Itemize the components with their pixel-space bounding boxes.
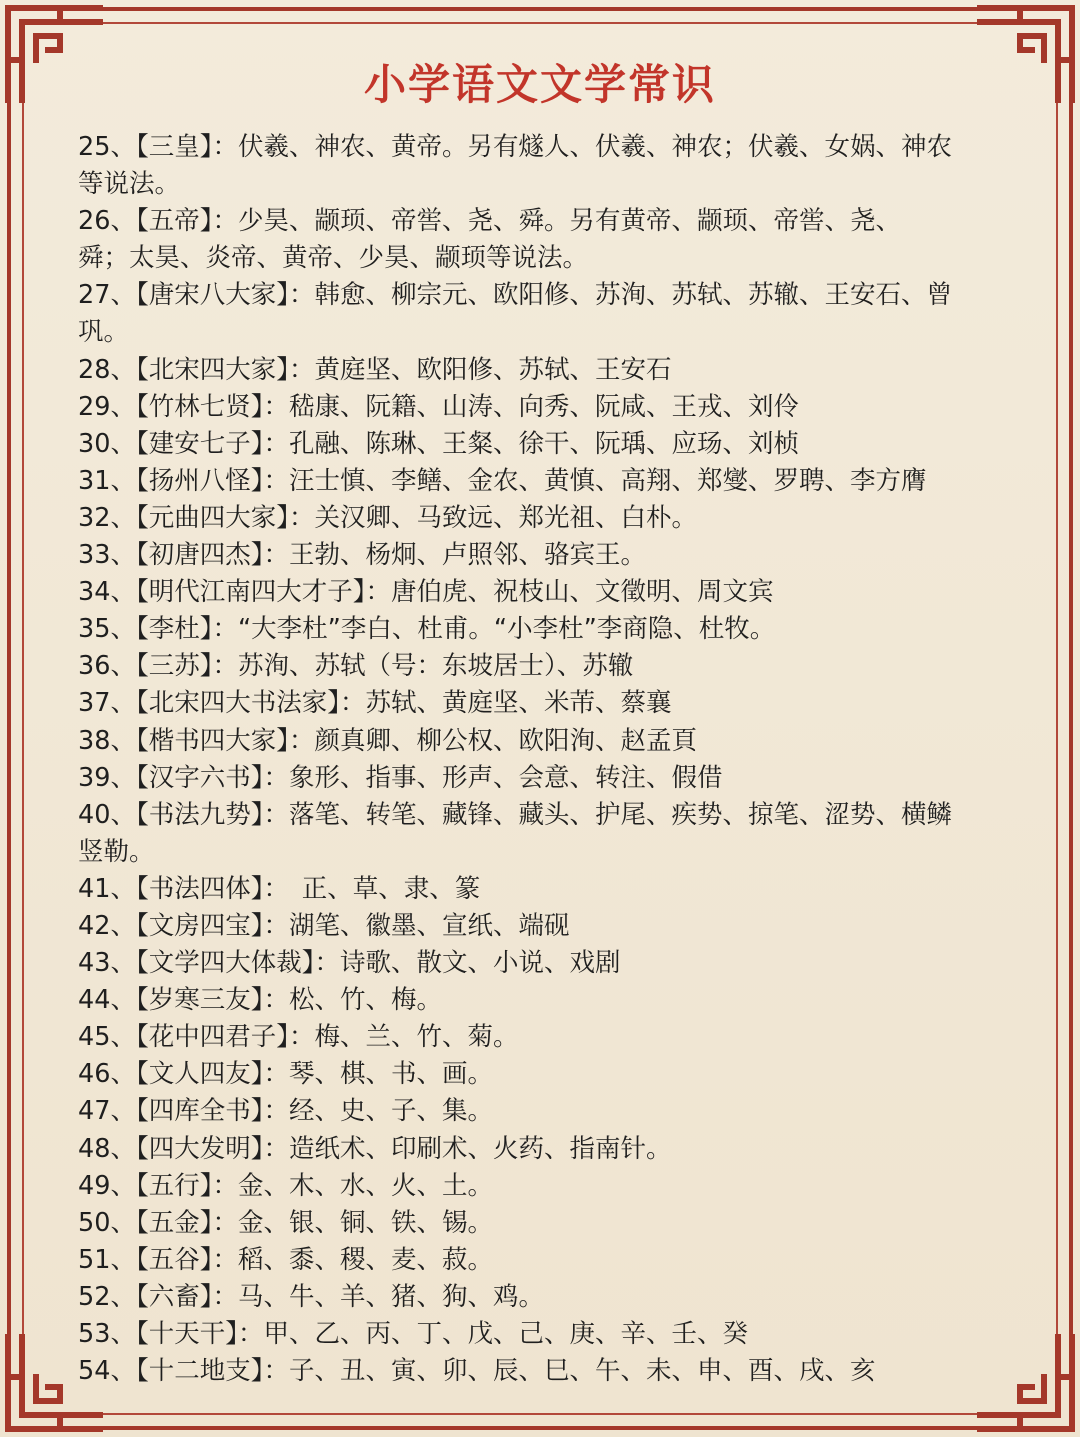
- list-item: [78, 685, 1018, 722]
- item-text: 【五帝】：少昊、颛顼、帝喾、尧、舜。另有黄帝、颛顼、帝喾、尧、: [135, 206, 901, 237]
- item-text: 【五谷】：稻、黍、稷、麦、菽。: [135, 1244, 493, 1275]
- item-number: 42、: [78, 910, 136, 941]
- list-item: [78, 1205, 1018, 1242]
- list-item: [78, 723, 1018, 760]
- list-item: [78, 982, 1018, 1019]
- item-number: 49、: [78, 1170, 136, 1201]
- item-number: 35、: [78, 614, 136, 645]
- list-item: [78, 611, 1018, 648]
- item-number: 53、: [78, 1319, 136, 1349]
- item-text: 【建安七子】：孔融、陈琳、王粲、徐干、阮瑀、应玚、刘桢: [135, 428, 799, 459]
- item-number: 37、: [78, 688, 136, 719]
- item-number: 26、: [78, 206, 136, 237]
- item-number: 34、: [78, 577, 136, 608]
- item-number: 45、: [78, 1022, 136, 1053]
- list-item: [78, 500, 1018, 537]
- item-text: 【扬州八怪】：汪士慎、李鳝、金农、黄慎、高翔、郑燮、罗聘、李方膺: [135, 465, 927, 496]
- knowledge-list: [78, 129, 1018, 1390]
- list-item: [78, 1353, 1018, 1390]
- list-item: [78, 1242, 1018, 1279]
- list-item: [78, 277, 1018, 351]
- item-text: 【五金】：金、银、铜、铁、锡。: [135, 1207, 493, 1238]
- list-item: [78, 760, 1018, 797]
- list-item: [78, 1131, 1018, 1168]
- page-title: 小学语文文学常识: [363, 60, 716, 109]
- item-number: 33、: [78, 540, 136, 571]
- item-text: 【六畜】：马、牛、羊、猪、狗、鸡。: [135, 1281, 544, 1312]
- item-number: 54、: [78, 1356, 136, 1387]
- list-item: [78, 1019, 1018, 1056]
- item-number: 52、: [78, 1281, 136, 1312]
- item-text-continued: 舜；太昊、炎帝、黄帝、少昊、颛顼等说法。: [78, 243, 589, 274]
- item-text: 【文学四大体裁】：诗歌、散文、小说、戏剧: [135, 948, 621, 979]
- item-number: 44、: [78, 985, 136, 1016]
- item-number: 41、: [78, 873, 136, 904]
- item-text: 【三皇】：伏羲、神农、黄帝。另有燧人、伏羲、神农；伏羲、女娲、神农: [135, 132, 952, 162]
- item-text: 【楷书四大家】：颜真卿、柳公权、欧阳洵、赵孟頁: [135, 725, 697, 756]
- item-number: 47、: [78, 1096, 136, 1127]
- item-text: 【北宋四大书法家】：苏轼、黄庭坚、米芾、蔡襄: [135, 688, 672, 719]
- item-text: 【唐宋八大家】：韩愈、柳宗元、欧阳修、苏洵、苏轼、苏辙、王安石、曾: [135, 280, 952, 311]
- item-number: 36、: [78, 651, 136, 682]
- item-text: 【初唐四杰】：王勃、杨炯、卢照邻、骆宾王。: [135, 540, 646, 571]
- list-item: [78, 463, 1018, 500]
- item-number: 40、: [78, 799, 136, 830]
- item-text: 【十二地支】：子、丑、寅、卯、辰、巳、午、未、申、酉、戌、亥: [135, 1356, 876, 1387]
- item-text-continued: 等说法。: [78, 169, 181, 200]
- list-item: [78, 389, 1018, 426]
- item-text: 【汉字六书】：象形、指事、形声、会意、转注、假借: [135, 762, 723, 793]
- item-text: 【北宋四大家】：黄庭坚、欧阳修、苏轼、王安石: [135, 354, 672, 385]
- item-number: 29、: [78, 391, 136, 422]
- list-item: [78, 1093, 1018, 1130]
- list-item: [78, 648, 1018, 685]
- item-text-continued: 巩。: [78, 317, 130, 348]
- list-item: [78, 537, 1018, 574]
- item-number: 51、: [78, 1244, 136, 1275]
- item-text: 【书法九势】：落笔、转笔、藏锋、藏头、护尾、疾势、掠笔、涩势、横鳞: [135, 799, 952, 830]
- item-text: 【李杜】：“大李杜”李白、杜甫。“小李杜”李商隐、杜牧。: [135, 614, 776, 645]
- item-number: 28、: [78, 354, 136, 385]
- item-text: 【文房四宝】：湖笔、徽墨、宣纸、端砚: [135, 910, 570, 941]
- list-item: [78, 1056, 1018, 1093]
- item-number: 32、: [78, 502, 136, 533]
- item-text: 【文人四友】：琴、棋、书、画。: [135, 1059, 493, 1090]
- list-item: [78, 203, 1018, 277]
- item-number: 27、: [78, 280, 136, 311]
- item-text: 【三苏】：苏洵、苏轼（号：东坡居士）、苏辙: [135, 651, 634, 682]
- item-text: 【竹林七贤】：嵇康、阮籍、山涛、向秀、阮咸、王戎、刘伶: [135, 391, 799, 422]
- list-item: [78, 129, 1018, 203]
- list-item: [78, 1279, 1018, 1316]
- item-text: 【岁寒三友】：松、竹、梅。: [135, 985, 442, 1016]
- item-text: 【四大发明】：造纸术、印刷术、火药、指南针。: [135, 1133, 672, 1164]
- item-number: 31、: [78, 465, 136, 496]
- item-text: 【四库全书】：经、史、子、集。: [135, 1096, 493, 1127]
- list-item: [78, 574, 1018, 611]
- item-text: 【十天干】：甲、乙、丙、丁、戊、己、庚、辛、壬、癸: [135, 1319, 748, 1349]
- item-number: 43、: [78, 948, 136, 979]
- list-item: [78, 945, 1018, 982]
- list-item: [78, 426, 1018, 463]
- item-text: 【书法四体】： 正、草、隶、篆: [135, 873, 481, 904]
- list-item: [78, 1168, 1018, 1205]
- item-text: 【花中四君子】：梅、兰、竹、菊。: [135, 1022, 519, 1053]
- item-number: 30、: [78, 428, 136, 459]
- item-text-continued: 竖勒。: [78, 836, 155, 867]
- item-number: 25、: [78, 132, 136, 162]
- item-number: 50、: [78, 1207, 136, 1238]
- item-number: 48、: [78, 1133, 136, 1164]
- item-text: 【元曲四大家】：关汉卿、马致远、郑光祖、白朴。: [135, 502, 697, 533]
- list-item: [78, 871, 1018, 908]
- item-number: 38、: [78, 725, 136, 756]
- item-number: 46、: [78, 1059, 136, 1090]
- item-number: 39、: [78, 762, 136, 793]
- list-item: [78, 908, 1018, 945]
- item-text: 【五行】：金、木、水、火、土。: [135, 1170, 493, 1201]
- item-text: 【明代江南四大才子】：唐伯虎、祝枝山、文徵明、周文宾: [135, 577, 774, 608]
- list-item: [78, 797, 1018, 871]
- list-item: [78, 1316, 1018, 1353]
- list-item: [78, 352, 1018, 389]
